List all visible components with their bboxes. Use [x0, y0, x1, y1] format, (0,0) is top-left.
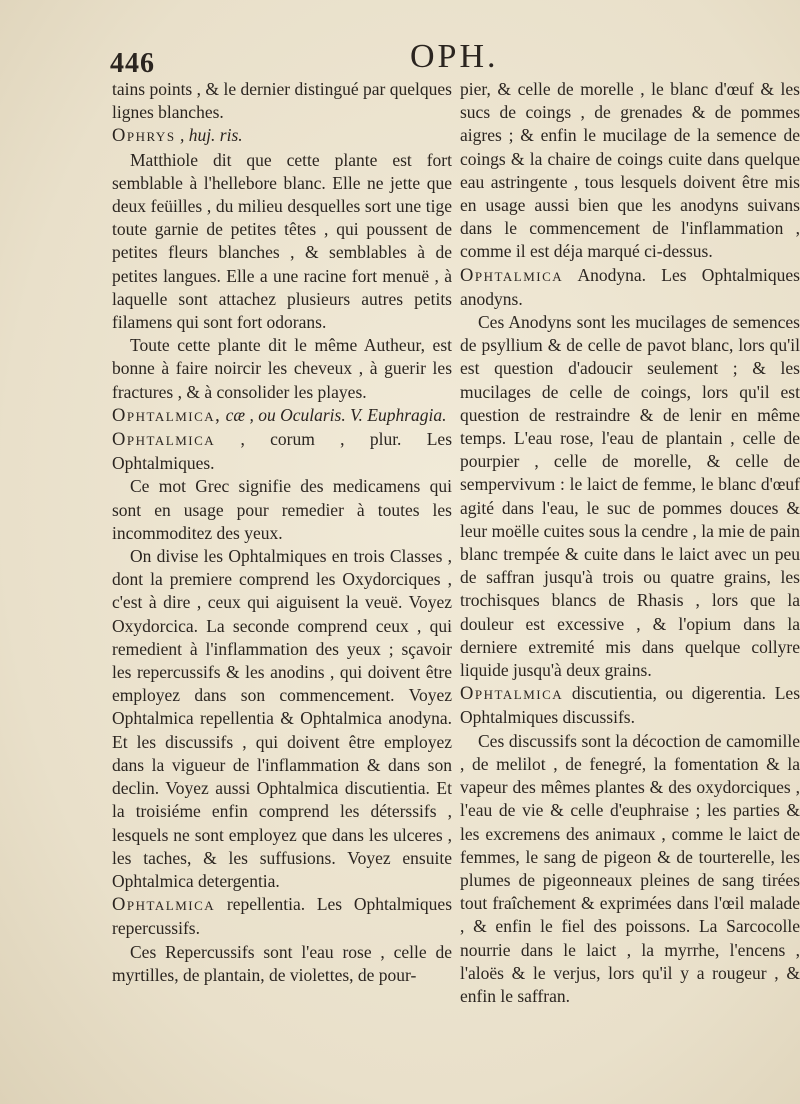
paragraph: On divise les Ophtalmiques en trois Classes , dont la premiere comprend les Oxydorciques , c'est à dire , ceux qui aiguisent la veuë. Voyez Oxydorcica. La seconde comprend ceux , qui remedient à l'inflammation des yeux ; sçavoir les repercussifs & les anodins , qui doivent être employez dans son commencement. Voyez Ophtalmica repellentia & Ophtalmica anodyna. Et les discussifs , qui doivent être employez dans la vigueur de l'inflammation & dans son declin. Voyez aussi Ophtalmica discutientia. Et la troisiéme enfin comprend les déterssifs , lesquels ne sont employez que dans les ulceres , les taches, & les suffusions. Voyez ensuite Ophtalmica detergentia.: [112, 546, 452, 891]
entry-ophtalmica-cross-ref: [112, 404, 452, 428]
entry-ophtalmica-plural: [112, 428, 452, 475]
entry-headword: Ophrys: [112, 126, 176, 147]
entry-gloss: Anodyna. Les Ophtalmiques anodyns.: [460, 264, 800, 309]
entry-headword: Ophtalmica: [460, 684, 564, 705]
paragraph: Ces discussifs sont la décoction de camomille , de melilot , de fenegré, la fomentation & la vapeur des mêmes plantes & des oxydorciques , l'eau de vie & celle d'euphraise ; les parties & les excremens des animaux , comme le laict de femmes, le sang de pigeon & de tourterelle, les plumes de pigeonneaux pleines de sang tirées tout fraîchement & exprimées dans l'œil malade , & enfin le fiel des poissons. La Sarcocolle nourrie dans le laict , la myrrhe, l'encens , l'aloës & le verjus, lors qu'il y a rougeur , & enfin le saffran.: [460, 730, 800, 1006]
entry-gloss: repellentia. Les Ophtalmiques repercussifs.: [112, 894, 453, 939]
paragraph: Ce mot Grec signifie des medicamens qui sont en usage pour remedier à toutes les incommoditez des yeux.: [112, 476, 452, 543]
paragraph: Matthiole dit que cette plante est fort semblable à l'hellebore blanc. Elle ne jette que deux feüilles , du milieu desquelles sort une tige toute garnie de petites têtes , qui poussent de petites fleurs blanches , & semblables à de petites langues. Elle a une racine fort menuë , à laquelle sont attachez plusieurs autres petits filamens qui sont fort odorans.: [112, 149, 452, 333]
paragraph: tains points , & le dernier distingué par quelques lignes blanches.: [112, 79, 452, 123]
right-column: [460, 78, 800, 1008]
paragraph: Ces Repercussifs sont l'eau rose , celle de myrtilles, de plantain, de violettes, de pour-: [112, 941, 452, 985]
running-head: OPH.: [410, 38, 499, 75]
entry-gloss: , huj. ris.: [179, 125, 243, 146]
entry-headword: Ophtalmica: [460, 265, 564, 286]
entry-headword: Ophtalmica: [112, 895, 216, 916]
left-column: [112, 78, 452, 987]
page-number: 446: [110, 48, 155, 79]
paragraph: Toute cette plante dit le même Autheur, est bonne à faire noircir les cheveux , à guerir les fractures , & à consolider les playes.: [112, 335, 452, 402]
entry-ophrys: [112, 124, 452, 148]
entry-ophtalmica-anodyna: [460, 264, 800, 311]
entry-ophtalmica-repellentia: [112, 893, 452, 940]
entry-ophtalmica-discutientia: [460, 682, 800, 729]
entry-headword: Ophtalmica: [112, 430, 216, 451]
entry-gloss: cæ , ou Ocularis. V. Euphragia.: [225, 404, 447, 425]
entry-gloss: discutientia, ou digerentia. Les Ophtalmiques discussifs.: [460, 683, 800, 728]
entry-gloss: , corum , plur. Les Ophtalmiques.: [112, 429, 453, 474]
entry-headword: Ophtalmica,: [112, 405, 222, 426]
paragraph: Ces Anodyns sont les mucilages de semences de psyllium & de celle de pavot blanc, lors qu'il est question d'adoucir seulement ; & les mucilages de celle de coings, lors qu'il est question de restraindre & de lenir en même temps. L'eau rose, l'eau de plantain , celle de pourpier , celle de morelle, & celle de sempervivum : le laict de femme, le blanc d'œuf agité dans l'eau, le suc de pommes douces & leur moëlle cuites sous la cendre , la mie de pain blanc trempée & cuite dans le laict avec un peu de saffran jusqu'à trois ou quatre grains, les trochisques blancs de Rhasis , lors que la douleur est excessive , & l'opium dans la derniere extremité mis dans quelque collyre liquide jusqu'à deux grains.: [460, 312, 800, 681]
page-header: [0, 38, 800, 82]
paragraph: pier, & celle de morelle , le blanc d'œuf & les sucs de coings , de grenades & de pommes aigres ; & enfin le mucilage de la semence de coings & la chaire de coings cuite dans quelque eau astringente , tous lesquels doivent être mis en usage aussi bien que les anodyns suivans dans le commencement de l'inflammation , comme il est déja marqué ci-dessus.: [460, 79, 800, 262]
